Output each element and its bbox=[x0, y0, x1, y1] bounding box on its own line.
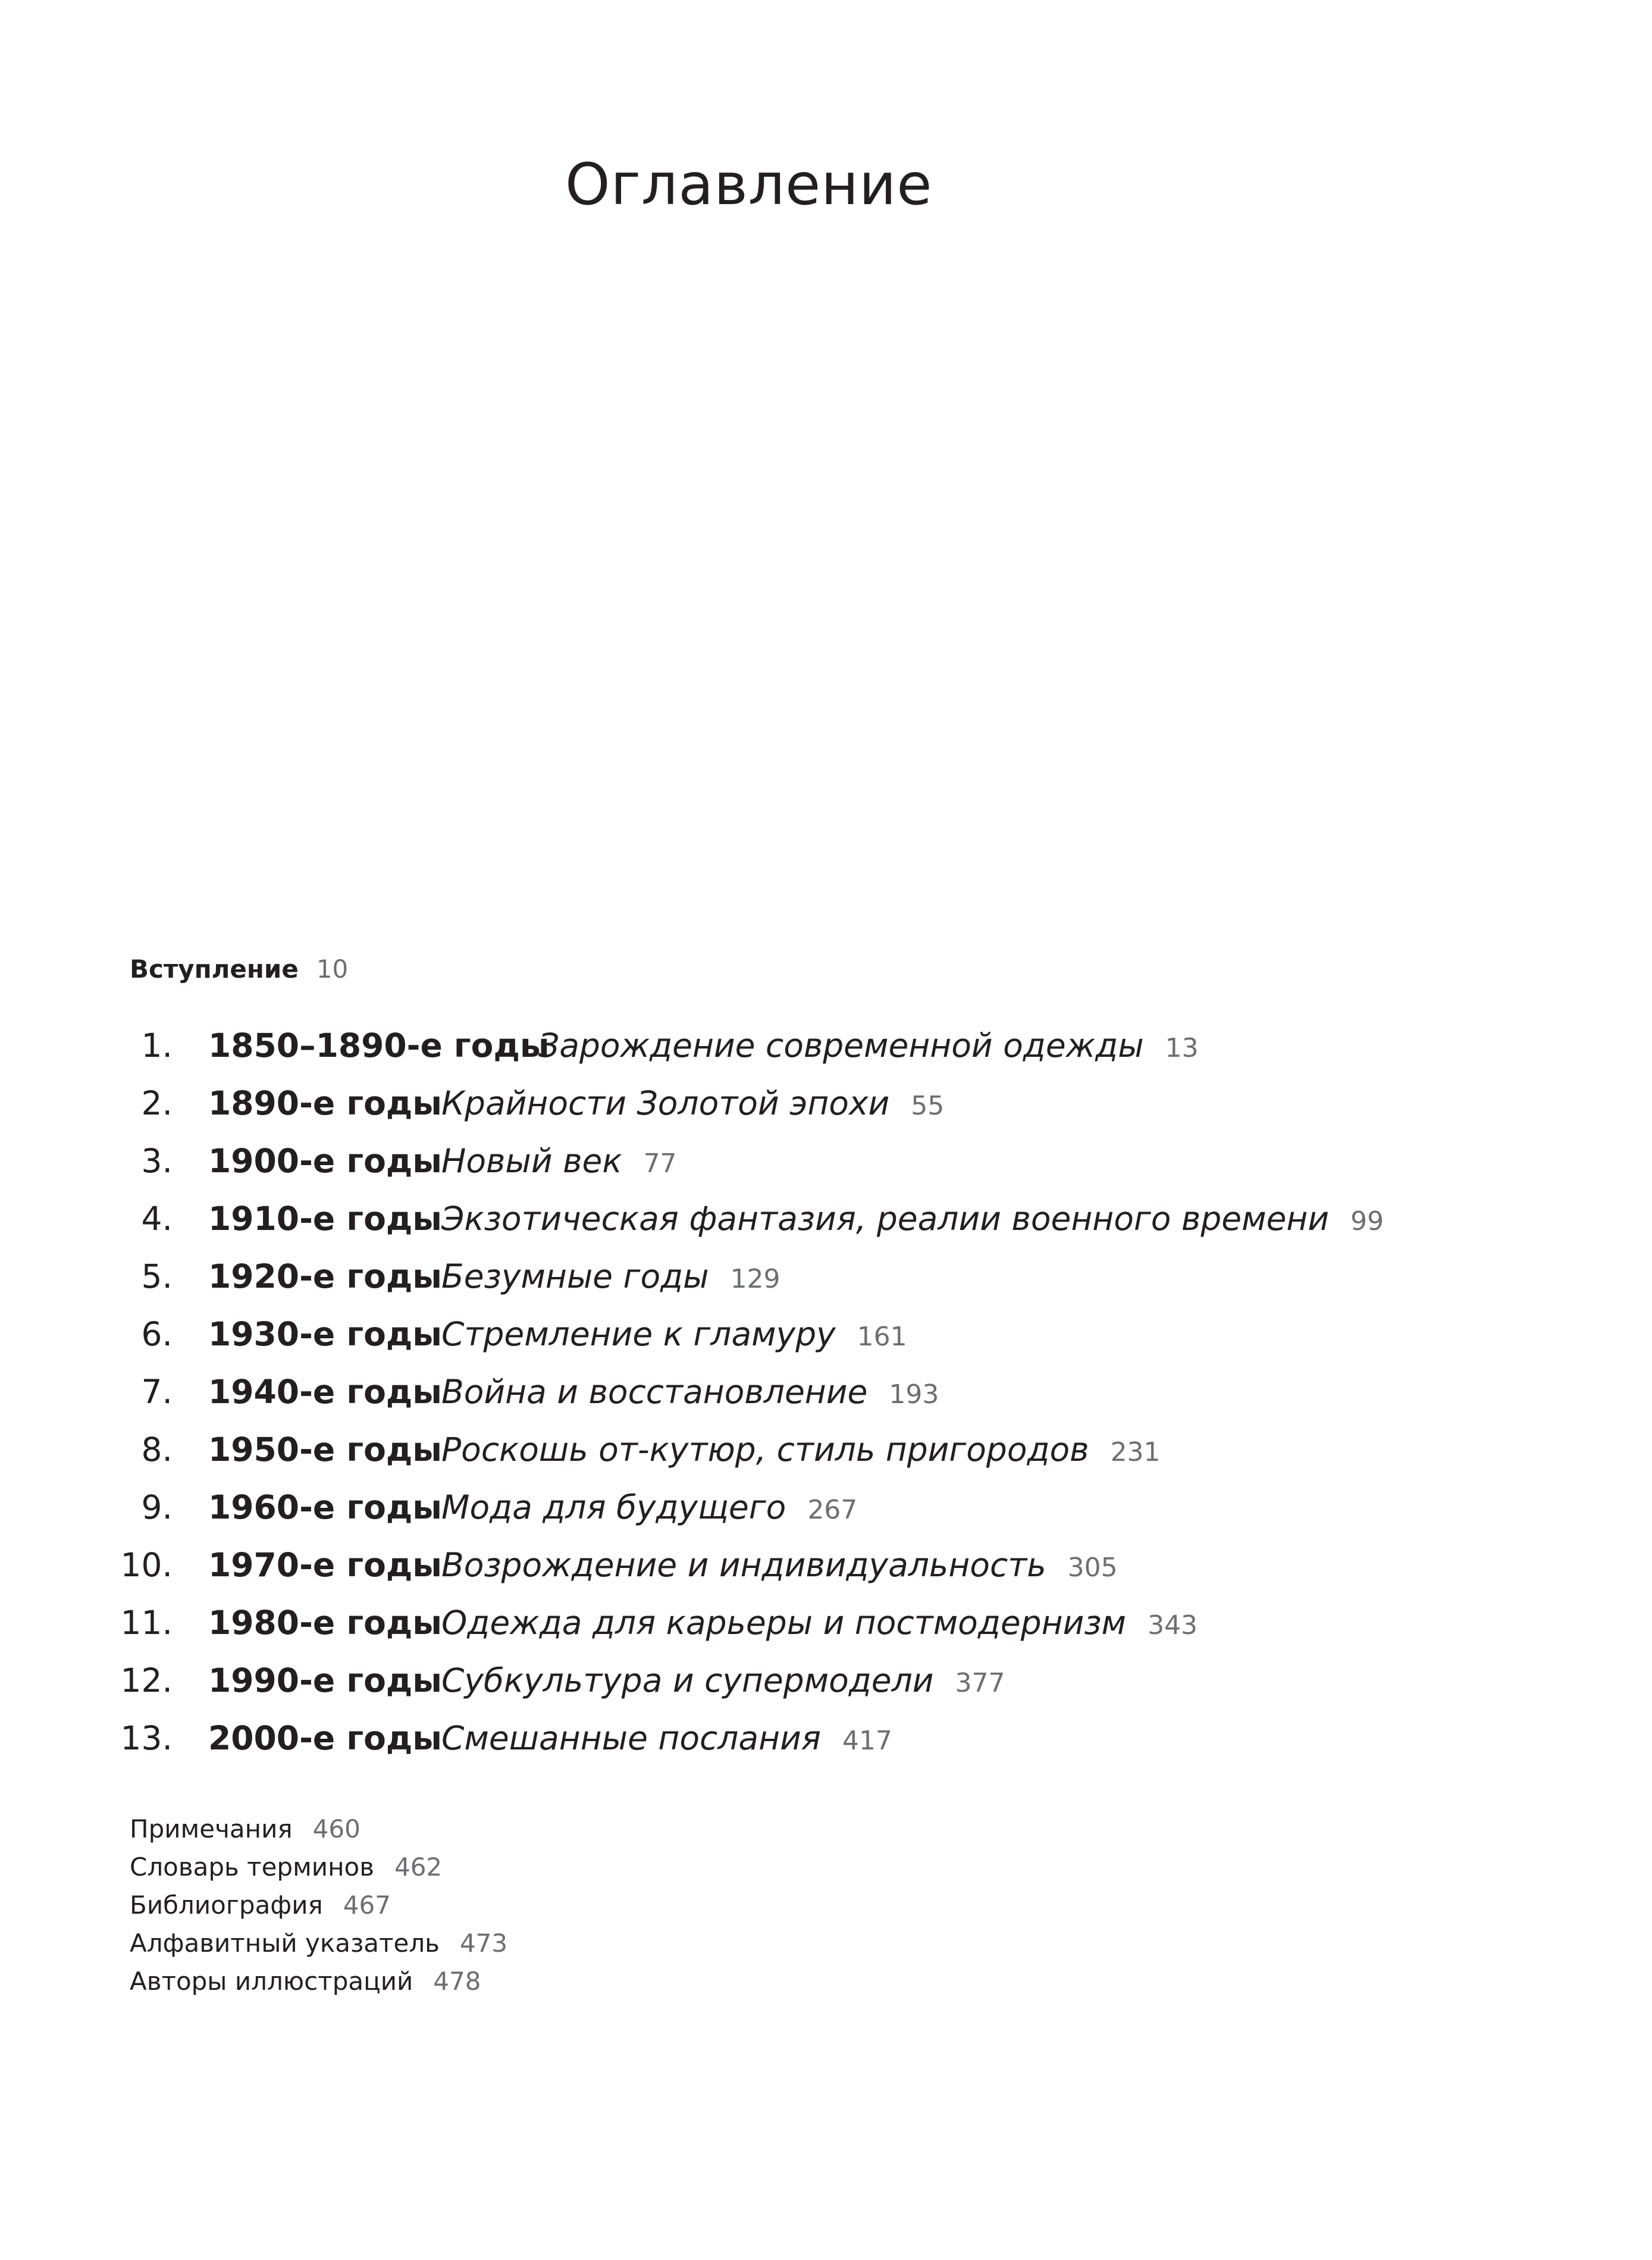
chapter-title: Мода для будущего 267 bbox=[441, 1488, 858, 1526]
chapter-title: Субкультура и супермодели 377 bbox=[441, 1661, 1005, 1699]
toc-page-number: 231 bbox=[1110, 1437, 1161, 1467]
toc-page-number: 13 bbox=[1165, 1033, 1199, 1063]
toc-page-number: 161 bbox=[857, 1322, 907, 1352]
toc-page-number: 417 bbox=[842, 1726, 892, 1756]
chapter-number: 9. bbox=[141, 1488, 173, 1526]
chapter-number: 8. bbox=[141, 1431, 173, 1469]
chapter-title: Роскошь от-кутюр, стиль пригородов 231 bbox=[441, 1431, 1161, 1469]
chapter-title: Стремление к гламуру 161 bbox=[441, 1315, 907, 1353]
toc-back-entry[interactable] bbox=[130, 1810, 507, 1848]
chapter-title: Экзотическая фантазия, реалии военного времени 99 bbox=[441, 1200, 1384, 1238]
chapter-number: 3. bbox=[141, 1142, 173, 1180]
chapter-title: Новый век 77 bbox=[441, 1142, 677, 1180]
toc-back-entry[interactable] bbox=[130, 1962, 507, 2001]
toc-back-entry[interactable] bbox=[130, 1924, 507, 1962]
chapter-years: 1940-е годы bbox=[208, 1373, 443, 1411]
toc-page-number: 267 bbox=[807, 1495, 858, 1525]
chapter-number: 13. bbox=[120, 1719, 173, 1757]
toc-entry-label: Библиография bbox=[130, 1890, 323, 1920]
toc-entry-label: Примечания bbox=[130, 1814, 293, 1843]
chapter-number: 5. bbox=[141, 1257, 173, 1295]
toc-page-number: 55 bbox=[911, 1091, 945, 1121]
toc-page-number: 343 bbox=[1148, 1610, 1198, 1641]
toc-page-number: 467 bbox=[343, 1890, 391, 1920]
chapter-title: Возрождение и индивидуальность 305 bbox=[441, 1546, 1118, 1584]
chapter-number: 6. bbox=[141, 1315, 173, 1353]
toc-page-number: 460 bbox=[312, 1814, 361, 1843]
toc-entry-label: Авторы иллюстраций bbox=[130, 1967, 413, 1996]
toc-back-entry[interactable] bbox=[130, 1886, 507, 1924]
chapter-title: Крайности Золотой эпохи 55 bbox=[441, 1084, 945, 1122]
chapter-title: Смешанные послания 417 bbox=[441, 1719, 892, 1757]
chapter-years: 1920-е годы bbox=[208, 1257, 443, 1295]
chapter-years: 1980-е годы bbox=[208, 1604, 443, 1642]
back-matter-list bbox=[130, 1810, 507, 2001]
chapter-years: 1990-е годы bbox=[208, 1661, 443, 1699]
chapter-number: 7. bbox=[141, 1373, 173, 1411]
toc-entry-label: Алфавитный указатель bbox=[130, 1929, 440, 1958]
chapter-years: 1930-е годы bbox=[208, 1315, 443, 1353]
chapter-years: 1950-е годы bbox=[208, 1431, 443, 1469]
toc-entry-label: Словарь терминов bbox=[130, 1852, 374, 1882]
toc-page-number: 462 bbox=[394, 1852, 443, 1882]
chapter-number: 10. bbox=[120, 1546, 173, 1584]
chapter-years: 1900-е годы bbox=[208, 1142, 443, 1180]
chapter-title: Безумные годы 129 bbox=[441, 1257, 780, 1295]
chapter-years: 1890-е годы bbox=[208, 1084, 443, 1122]
chapter-number: 2. bbox=[141, 1084, 173, 1122]
chapter-years: 2000-е годы bbox=[208, 1719, 443, 1757]
toc-page-number: 10 bbox=[316, 954, 349, 984]
toc-page-number: 377 bbox=[955, 1668, 1005, 1698]
chapter-number: 4. bbox=[141, 1200, 173, 1238]
toc-page-number: 129 bbox=[730, 1264, 780, 1294]
chapter-years: 1960-е годы bbox=[208, 1488, 443, 1526]
chapter-number: 12. bbox=[120, 1661, 173, 1699]
toc-page-number: 478 bbox=[433, 1967, 481, 1996]
chapter-years: 1850–1890-е годы bbox=[208, 1026, 550, 1065]
chapter-title: Война и восстановление 193 bbox=[441, 1373, 939, 1411]
chapter-title: Одежда для карьеры и постмодернизм 343 bbox=[441, 1604, 1198, 1642]
chapter-number: 1. bbox=[141, 1026, 173, 1065]
page-title: Оглавление bbox=[565, 151, 933, 218]
toc-page-number: 77 bbox=[643, 1148, 677, 1179]
toc-page-number: 99 bbox=[1350, 1206, 1384, 1237]
toc-entry-introduction[interactable] bbox=[130, 954, 349, 984]
chapter-years: 1910-е годы bbox=[208, 1200, 443, 1238]
toc-page-number: 473 bbox=[459, 1929, 508, 1958]
chapter-title: Зарождение современной одежды 13 bbox=[538, 1026, 1199, 1065]
chapter-number: 11. bbox=[120, 1604, 173, 1642]
toc-page-number: 193 bbox=[889, 1379, 939, 1410]
chapter-years: 1970-е годы bbox=[208, 1546, 443, 1584]
toc-entry-label: Вступление bbox=[130, 954, 299, 984]
toc-page-number: 305 bbox=[1067, 1552, 1118, 1583]
toc-back-entry[interactable] bbox=[130, 1848, 507, 1886]
